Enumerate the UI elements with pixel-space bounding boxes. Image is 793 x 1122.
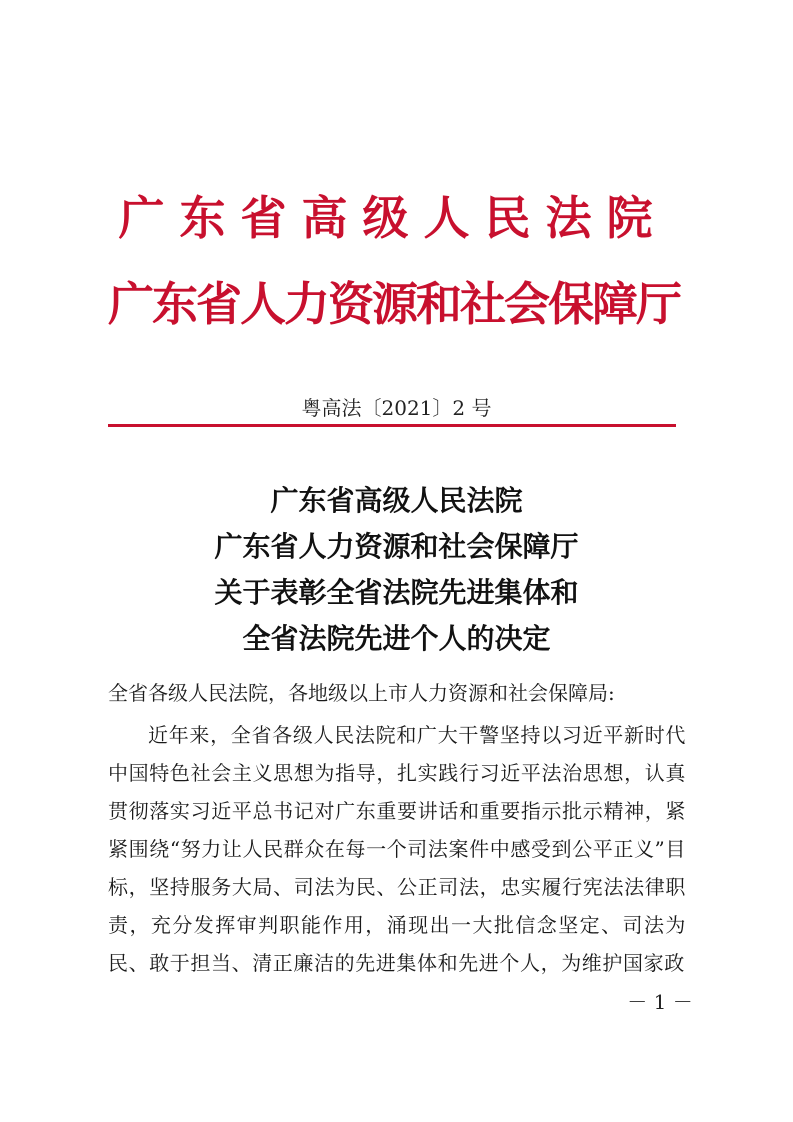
red-divider-line	[108, 424, 676, 427]
issuer-name-hr-department: 广东省人力资源和社会保障厅	[108, 277, 680, 331]
document-number: 粤高法〔2021〕2 号	[301, 396, 492, 420]
title-line-3: 关于表彰全省法院先进集体和	[214, 576, 579, 609]
title-line-1: 广东省高级人民法院	[270, 484, 523, 517]
issuer-name-court: 广东省高级人民法院	[118, 191, 668, 245]
recipient-line: 全省各级人民法院，各地级以上市人力资源和社会保障局:	[108, 681, 615, 705]
document-title	[0, 478, 793, 662]
title-line-4: 全省法院先进个人的决定	[242, 622, 551, 655]
body-paragraph: 近年来，全省各级人民法院和广大干警坚持以习近平新时代中国特色社会主义思想为指导，扎实践行习近平法治思想，认真贯彻落实习近平总书记对广东重要讲话和重要指示批示精神，紧紧围绕“努力让人民群众在每一个司法案件中感受到公平正义”目标，坚持服务大局、司法为民、公正司法，忠实履行宪法法律职责，充分发挥审判职能作用，涌现出一大批信念坚定、司法为民、敢于担当、清正廉洁的先进集体和先进个人，为维护国家政	[108, 723, 686, 975]
page-number: － 1 －	[627, 990, 693, 1014]
title-line-2: 广东省人力资源和社会保障厅	[214, 530, 579, 563]
